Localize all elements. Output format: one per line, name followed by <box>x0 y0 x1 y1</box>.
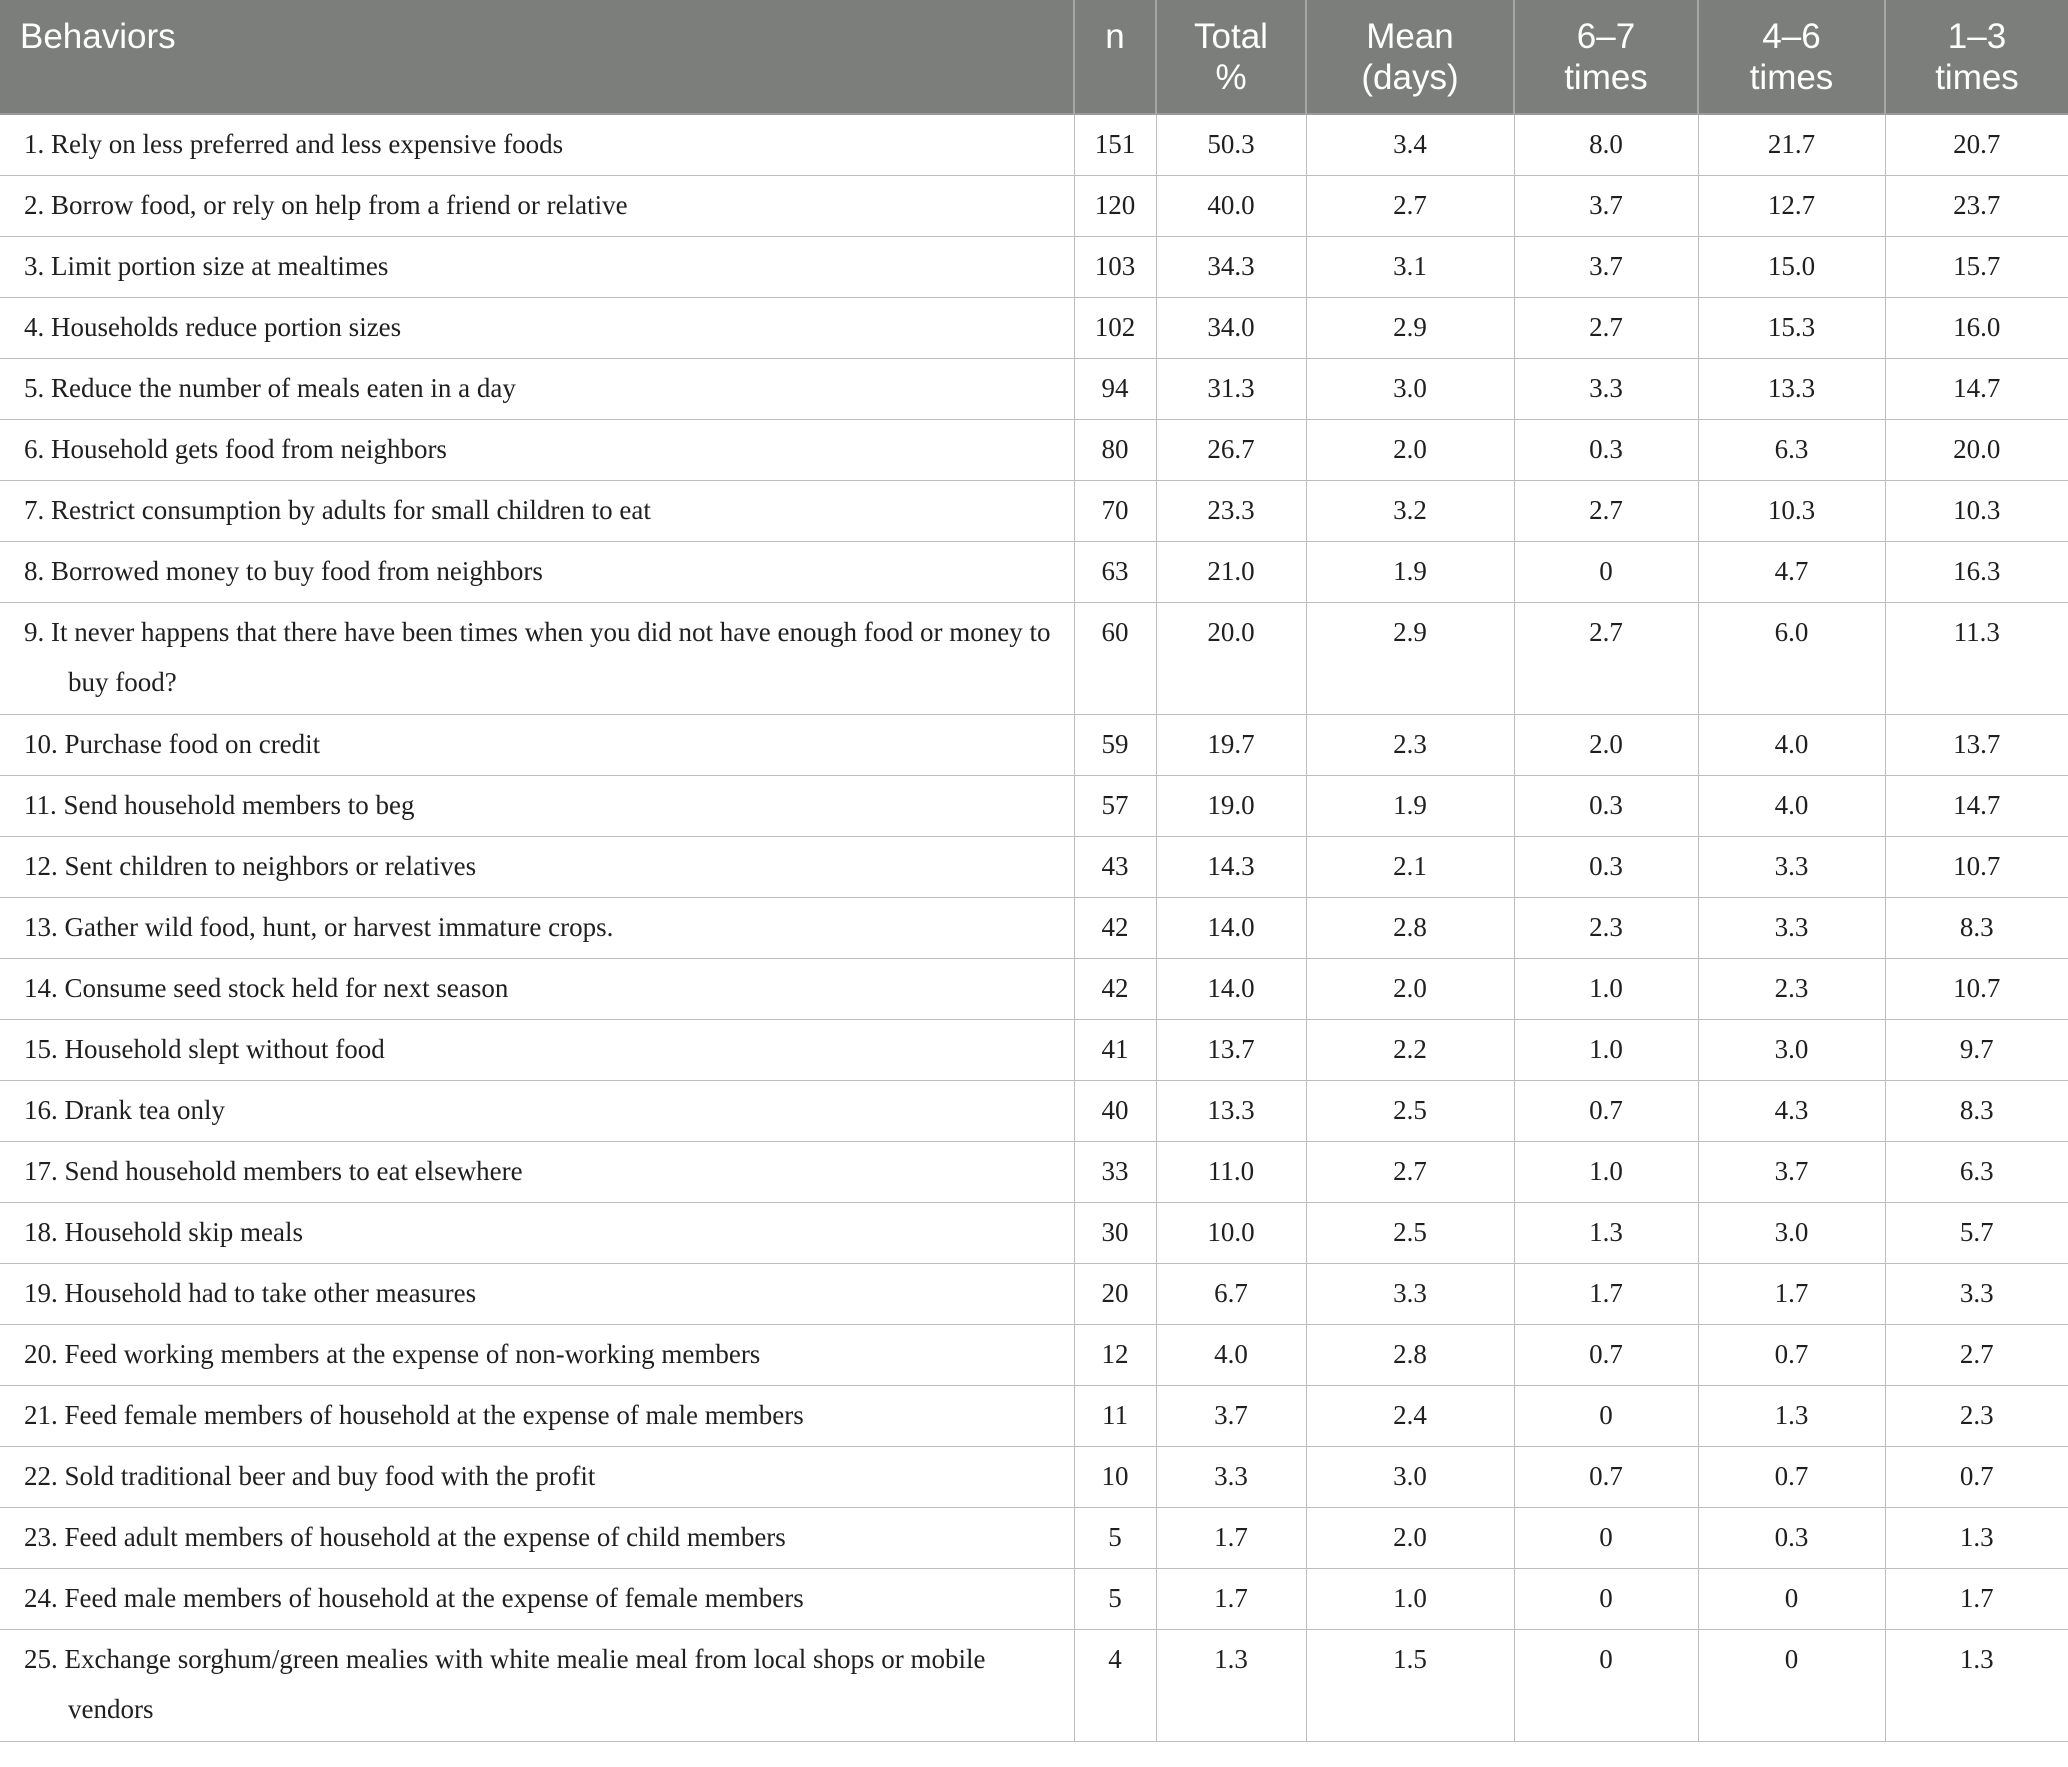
total-percent-cell: 13.7 <box>1156 1020 1306 1081</box>
n-cell: 42 <box>1074 959 1156 1020</box>
n-cell: 5 <box>1074 1508 1156 1569</box>
behavior-cell: 12. Sent children to neighbors or relatives <box>0 837 1074 898</box>
n-cell: 63 <box>1074 542 1156 603</box>
four-six-times-cell: 2.3 <box>1698 959 1885 1020</box>
n-cell: 40 <box>1074 1081 1156 1142</box>
header-1-3-times: 1–3 times <box>1885 0 2068 114</box>
table-header <box>0 0 2068 114</box>
behavior-cell: 16. Drank tea only <box>0 1081 1074 1142</box>
n-cell: 12 <box>1074 1325 1156 1386</box>
mean-days-cell: 2.3 <box>1306 715 1514 776</box>
six-seven-times-cell: 0.3 <box>1514 776 1698 837</box>
one-three-times-cell: 11.3 <box>1885 603 2068 715</box>
table-row <box>0 481 2068 542</box>
n-cell: 4 <box>1074 1630 1156 1742</box>
four-six-times-cell: 3.3 <box>1698 837 1885 898</box>
n-cell: 151 <box>1074 114 1156 176</box>
table-row <box>0 237 2068 298</box>
six-seven-times-cell: 3.3 <box>1514 359 1698 420</box>
six-seven-times-cell: 2.7 <box>1514 298 1698 359</box>
six-seven-times-cell: 2.7 <box>1514 481 1698 542</box>
six-seven-times-cell: 0.3 <box>1514 420 1698 481</box>
table-row <box>0 298 2068 359</box>
one-three-times-cell: 6.3 <box>1885 1142 2068 1203</box>
table-row <box>0 603 2068 715</box>
n-cell: 60 <box>1074 603 1156 715</box>
total-percent-cell: 19.7 <box>1156 715 1306 776</box>
table-row <box>0 1020 2068 1081</box>
mean-days-cell: 3.0 <box>1306 1447 1514 1508</box>
total-percent-cell: 14.0 <box>1156 898 1306 959</box>
mean-days-cell: 2.5 <box>1306 1203 1514 1264</box>
behavior-cell: 19. Household had to take other measures <box>0 1264 1074 1325</box>
n-cell: 70 <box>1074 481 1156 542</box>
one-three-times-cell: 10.7 <box>1885 959 2068 1020</box>
six-seven-times-cell: 0.7 <box>1514 1325 1698 1386</box>
one-three-times-cell: 8.3 <box>1885 1081 2068 1142</box>
total-percent-cell: 1.7 <box>1156 1508 1306 1569</box>
mean-days-cell: 1.9 <box>1306 776 1514 837</box>
six-seven-times-cell: 0 <box>1514 1569 1698 1630</box>
mean-days-cell: 2.0 <box>1306 420 1514 481</box>
six-seven-times-cell: 1.7 <box>1514 1264 1698 1325</box>
four-six-times-cell: 1.7 <box>1698 1264 1885 1325</box>
table-row <box>0 837 2068 898</box>
six-seven-times-cell: 0 <box>1514 1630 1698 1742</box>
behavior-cell: 6. Household gets food from neighbors <box>0 420 1074 481</box>
behavior-cell: 23. Feed adult members of household at the expense of child members <box>0 1508 1074 1569</box>
n-cell: 103 <box>1074 237 1156 298</box>
behavior-cell: 25. Exchange sorghum/green mealies with white mealie meal from local shops or mobile vendors <box>0 1630 1074 1742</box>
n-cell: 59 <box>1074 715 1156 776</box>
one-three-times-cell: 20.0 <box>1885 420 2068 481</box>
mean-days-cell: 3.3 <box>1306 1264 1514 1325</box>
one-three-times-cell: 5.7 <box>1885 1203 2068 1264</box>
mean-days-cell: 2.9 <box>1306 603 1514 715</box>
total-percent-cell: 23.3 <box>1156 481 1306 542</box>
table-row <box>0 114 2068 176</box>
n-cell: 57 <box>1074 776 1156 837</box>
one-three-times-cell: 23.7 <box>1885 176 2068 237</box>
n-cell: 30 <box>1074 1203 1156 1264</box>
behavior-cell: 17. Send household members to eat elsewhere <box>0 1142 1074 1203</box>
table-row <box>0 542 2068 603</box>
six-seven-times-cell: 2.0 <box>1514 715 1698 776</box>
four-six-times-cell: 12.7 <box>1698 176 1885 237</box>
one-three-times-cell: 1.7 <box>1885 1569 2068 1630</box>
behavior-cell: 8. Borrowed money to buy food from neighbors <box>0 542 1074 603</box>
n-cell: 33 <box>1074 1142 1156 1203</box>
mean-days-cell: 2.1 <box>1306 837 1514 898</box>
one-three-times-cell: 1.3 <box>1885 1508 2068 1569</box>
header-total-percent: Total % <box>1156 0 1306 114</box>
header-4-6-times: 4–6 times <box>1698 0 1885 114</box>
table-row <box>0 420 2068 481</box>
behavior-cell: 11. Send household members to beg <box>0 776 1074 837</box>
total-percent-cell: 34.3 <box>1156 237 1306 298</box>
total-percent-cell: 26.7 <box>1156 420 1306 481</box>
total-percent-cell: 21.0 <box>1156 542 1306 603</box>
behavior-cell: 2. Borrow food, or rely on help from a friend or relative <box>0 176 1074 237</box>
n-cell: 10 <box>1074 1447 1156 1508</box>
behavior-cell: 13. Gather wild food, hunt, or harvest immature crops. <box>0 898 1074 959</box>
behavior-cell: 5. Reduce the number of meals eaten in a day <box>0 359 1074 420</box>
four-six-times-cell: 4.0 <box>1698 715 1885 776</box>
mean-days-cell: 2.2 <box>1306 1020 1514 1081</box>
behavior-cell: 24. Feed male members of household at the expense of female members <box>0 1569 1074 1630</box>
one-three-times-cell: 10.7 <box>1885 837 2068 898</box>
header-row <box>0 0 2068 114</box>
four-six-times-cell: 10.3 <box>1698 481 1885 542</box>
six-seven-times-cell: 0.7 <box>1514 1447 1698 1508</box>
total-percent-cell: 3.7 <box>1156 1386 1306 1447</box>
table-row <box>0 176 2068 237</box>
six-seven-times-cell: 2.7 <box>1514 603 1698 715</box>
one-three-times-cell: 15.7 <box>1885 237 2068 298</box>
total-percent-cell: 14.0 <box>1156 959 1306 1020</box>
total-percent-cell: 14.3 <box>1156 837 1306 898</box>
behavior-cell: 18. Household skip meals <box>0 1203 1074 1264</box>
four-six-times-cell: 0 <box>1698 1569 1885 1630</box>
mean-days-cell: 1.5 <box>1306 1630 1514 1742</box>
one-three-times-cell: 14.7 <box>1885 776 2068 837</box>
mean-days-cell: 2.0 <box>1306 959 1514 1020</box>
mean-days-cell: 2.8 <box>1306 898 1514 959</box>
six-seven-times-cell: 8.0 <box>1514 114 1698 176</box>
behavior-cell: 3. Limit portion size at mealtimes <box>0 237 1074 298</box>
one-three-times-cell: 9.7 <box>1885 1020 2068 1081</box>
mean-days-cell: 2.0 <box>1306 1508 1514 1569</box>
behavior-cell: 21. Feed female members of household at the expense of male members <box>0 1386 1074 1447</box>
table-row <box>0 1142 2068 1203</box>
mean-days-cell: 2.4 <box>1306 1386 1514 1447</box>
one-three-times-cell: 0.7 <box>1885 1447 2068 1508</box>
n-cell: 5 <box>1074 1569 1156 1630</box>
four-six-times-cell: 0 <box>1698 1630 1885 1742</box>
one-three-times-cell: 10.3 <box>1885 481 2068 542</box>
total-percent-cell: 3.3 <box>1156 1447 1306 1508</box>
mean-days-cell: 2.7 <box>1306 176 1514 237</box>
n-cell: 80 <box>1074 420 1156 481</box>
table-body <box>0 114 2068 1742</box>
mean-days-cell: 1.0 <box>1306 1569 1514 1630</box>
table-row <box>0 1569 2068 1630</box>
four-six-times-cell: 13.3 <box>1698 359 1885 420</box>
header-6-7-times: 6–7 times <box>1514 0 1698 114</box>
mean-days-cell: 2.9 <box>1306 298 1514 359</box>
six-seven-times-cell: 1.0 <box>1514 1142 1698 1203</box>
one-three-times-cell: 3.3 <box>1885 1264 2068 1325</box>
mean-days-cell: 2.5 <box>1306 1081 1514 1142</box>
total-percent-cell: 19.0 <box>1156 776 1306 837</box>
four-six-times-cell: 3.7 <box>1698 1142 1885 1203</box>
six-seven-times-cell: 3.7 <box>1514 237 1698 298</box>
four-six-times-cell: 4.7 <box>1698 542 1885 603</box>
four-six-times-cell: 4.3 <box>1698 1081 1885 1142</box>
table-row <box>0 1447 2068 1508</box>
behavior-cell: 1. Rely on less preferred and less expensive foods <box>0 114 1074 176</box>
behavior-cell: 10. Purchase food on credit <box>0 715 1074 776</box>
mean-days-cell: 2.8 <box>1306 1325 1514 1386</box>
behavior-cell: 4. Households reduce portion sizes <box>0 298 1074 359</box>
behavior-cell: 15. Household slept without food <box>0 1020 1074 1081</box>
behavior-cell: 22. Sold traditional beer and buy food with the profit <box>0 1447 1074 1508</box>
header-behaviors: Behaviors <box>0 0 1074 114</box>
four-six-times-cell: 3.0 <box>1698 1203 1885 1264</box>
total-percent-cell: 31.3 <box>1156 359 1306 420</box>
six-seven-times-cell: 2.3 <box>1514 898 1698 959</box>
behavior-cell: 7. Restrict consumption by adults for small children to eat <box>0 481 1074 542</box>
four-six-times-cell: 6.0 <box>1698 603 1885 715</box>
mean-days-cell: 3.2 <box>1306 481 1514 542</box>
one-three-times-cell: 8.3 <box>1885 898 2068 959</box>
one-three-times-cell: 1.3 <box>1885 1630 2068 1742</box>
n-cell: 120 <box>1074 176 1156 237</box>
n-cell: 94 <box>1074 359 1156 420</box>
mean-days-cell: 1.9 <box>1306 542 1514 603</box>
four-six-times-cell: 21.7 <box>1698 114 1885 176</box>
n-cell: 41 <box>1074 1020 1156 1081</box>
table-row <box>0 1508 2068 1569</box>
table-row <box>0 1325 2068 1386</box>
four-six-times-cell: 15.0 <box>1698 237 1885 298</box>
behavior-cell: 20. Feed working members at the expense of non-working members <box>0 1325 1074 1386</box>
total-percent-cell: 1.7 <box>1156 1569 1306 1630</box>
table-row <box>0 1264 2068 1325</box>
mean-days-cell: 2.7 <box>1306 1142 1514 1203</box>
total-percent-cell: 6.7 <box>1156 1264 1306 1325</box>
one-three-times-cell: 13.7 <box>1885 715 2068 776</box>
six-seven-times-cell: 1.0 <box>1514 959 1698 1020</box>
table-row <box>0 776 2068 837</box>
mean-days-cell: 3.0 <box>1306 359 1514 420</box>
six-seven-times-cell: 0 <box>1514 1508 1698 1569</box>
one-three-times-cell: 2.7 <box>1885 1325 2068 1386</box>
six-seven-times-cell: 0 <box>1514 542 1698 603</box>
one-three-times-cell: 20.7 <box>1885 114 2068 176</box>
table-row <box>0 898 2068 959</box>
four-six-times-cell: 15.3 <box>1698 298 1885 359</box>
six-seven-times-cell: 0.7 <box>1514 1081 1698 1142</box>
behavior-cell: 14. Consume seed stock held for next season <box>0 959 1074 1020</box>
one-three-times-cell: 14.7 <box>1885 359 2068 420</box>
table-row <box>0 1630 2068 1742</box>
total-percent-cell: 40.0 <box>1156 176 1306 237</box>
four-six-times-cell: 0.7 <box>1698 1325 1885 1386</box>
six-seven-times-cell: 1.3 <box>1514 1203 1698 1264</box>
four-six-times-cell: 0.3 <box>1698 1508 1885 1569</box>
six-seven-times-cell: 0.3 <box>1514 837 1698 898</box>
one-three-times-cell: 16.3 <box>1885 542 2068 603</box>
header-n: n <box>1074 0 1156 114</box>
total-percent-cell: 13.3 <box>1156 1081 1306 1142</box>
six-seven-times-cell: 1.0 <box>1514 1020 1698 1081</box>
six-seven-times-cell: 3.7 <box>1514 176 1698 237</box>
four-six-times-cell: 3.3 <box>1698 898 1885 959</box>
six-seven-times-cell: 0 <box>1514 1386 1698 1447</box>
total-percent-cell: 34.0 <box>1156 298 1306 359</box>
four-six-times-cell: 3.0 <box>1698 1020 1885 1081</box>
table-row <box>0 959 2068 1020</box>
table-row <box>0 359 2068 420</box>
one-three-times-cell: 16.0 <box>1885 298 2068 359</box>
mean-days-cell: 3.4 <box>1306 114 1514 176</box>
behavior-cell: 9. It never happens that there have been times when you did not have enough food or money to buy food? <box>0 603 1074 715</box>
total-percent-cell: 50.3 <box>1156 114 1306 176</box>
n-cell: 11 <box>1074 1386 1156 1447</box>
table-row <box>0 1203 2068 1264</box>
header-mean-days: Mean (days) <box>1306 0 1514 114</box>
four-six-times-cell: 0.7 <box>1698 1447 1885 1508</box>
four-six-times-cell: 1.3 <box>1698 1386 1885 1447</box>
table-row <box>0 715 2068 776</box>
mean-days-cell: 3.1 <box>1306 237 1514 298</box>
one-three-times-cell: 2.3 <box>1885 1386 2068 1447</box>
n-cell: 20 <box>1074 1264 1156 1325</box>
total-percent-cell: 10.0 <box>1156 1203 1306 1264</box>
total-percent-cell: 1.3 <box>1156 1630 1306 1742</box>
n-cell: 42 <box>1074 898 1156 959</box>
table-row <box>0 1386 2068 1447</box>
n-cell: 102 <box>1074 298 1156 359</box>
total-percent-cell: 4.0 <box>1156 1325 1306 1386</box>
table-row <box>0 1081 2068 1142</box>
total-percent-cell: 11.0 <box>1156 1142 1306 1203</box>
n-cell: 43 <box>1074 837 1156 898</box>
four-six-times-cell: 4.0 <box>1698 776 1885 837</box>
total-percent-cell: 20.0 <box>1156 603 1306 715</box>
four-six-times-cell: 6.3 <box>1698 420 1885 481</box>
